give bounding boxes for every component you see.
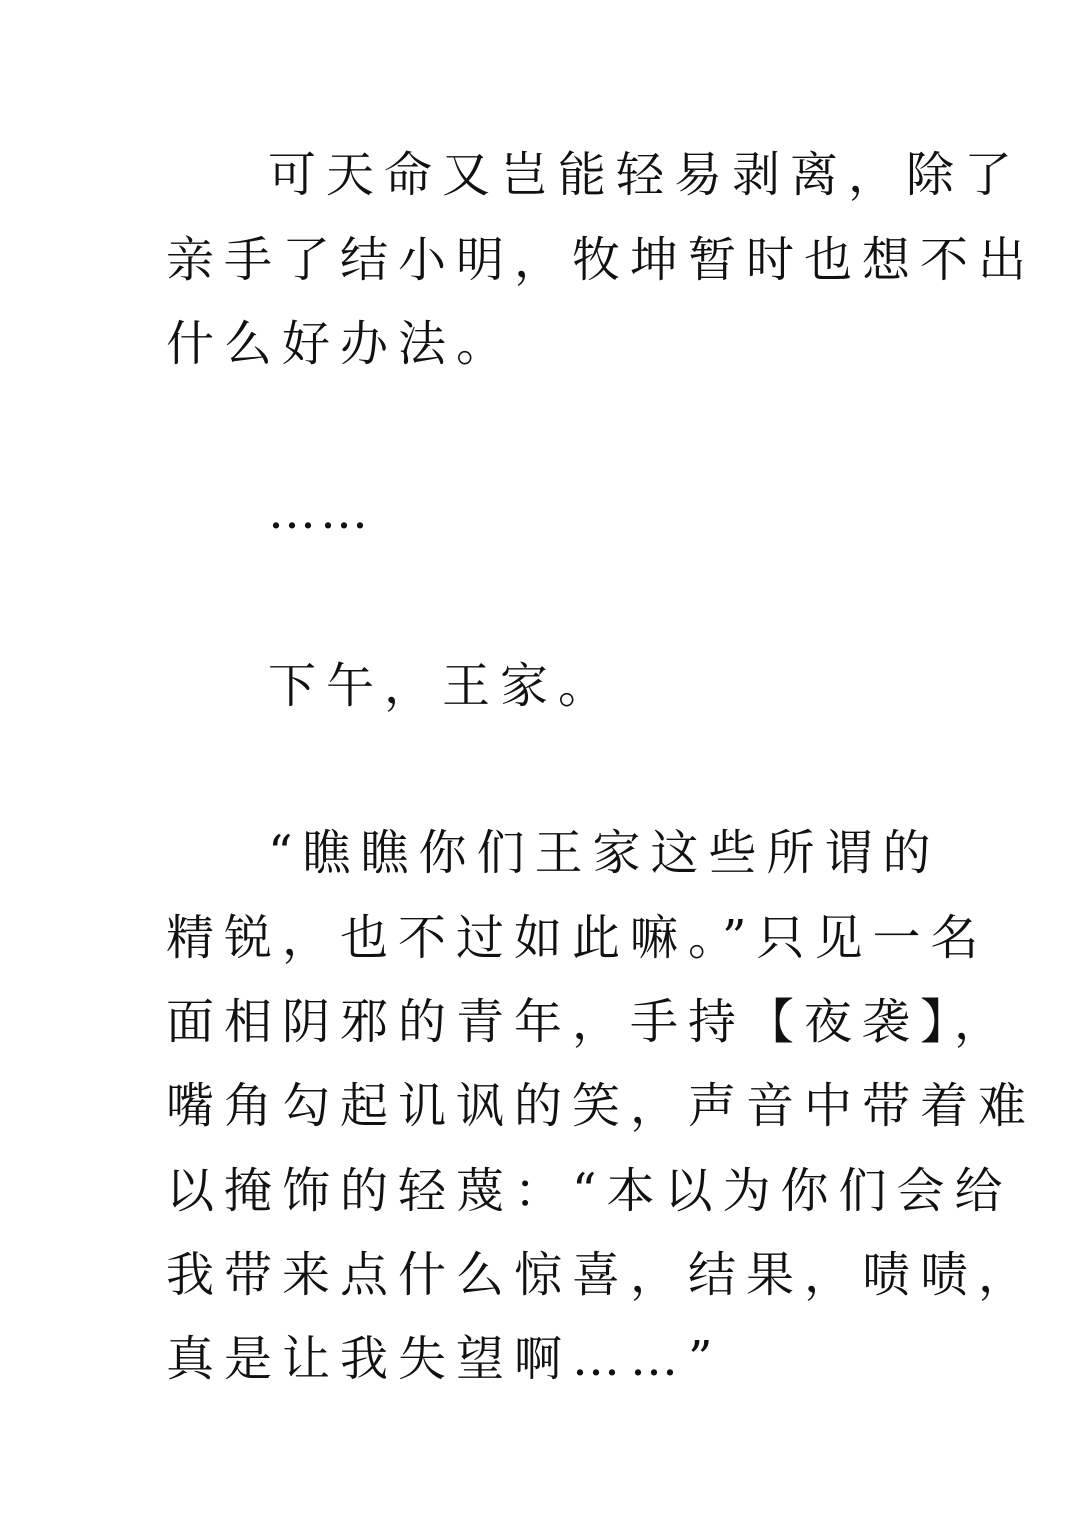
paragraph-line: 可天命又岂能轻易剥离，除了 bbox=[268, 147, 1023, 203]
paragraph-line: 什么好办法。 bbox=[166, 316, 515, 372]
paragraph-line: 嘴角勾起讥讽的笑，声音中带着难 bbox=[166, 1078, 1037, 1134]
paragraph-line: “瞧瞧你们王家这些所谓的 bbox=[268, 825, 941, 881]
paragraph-line: 亲手了结小明，牧坤暂时也想不出 bbox=[166, 232, 1037, 288]
ellipsis-line: …… bbox=[268, 484, 372, 540]
paragraph-line: 以掩饰的轻蔑：“本以为你们会给 bbox=[166, 1163, 1013, 1219]
paragraph-line: 下午，王家。 bbox=[268, 658, 617, 714]
paragraph-line: 我带来点什么惊喜，结果，啧啧， bbox=[166, 1247, 1037, 1303]
paragraph-line: 面相阴邪的青年，手持【夜袭】， bbox=[166, 994, 1013, 1050]
paragraph-line: 精锐，也不过如此嘛。”只见一名 bbox=[166, 910, 989, 966]
paragraph-line: 真是让我失望啊……” bbox=[166, 1331, 723, 1387]
